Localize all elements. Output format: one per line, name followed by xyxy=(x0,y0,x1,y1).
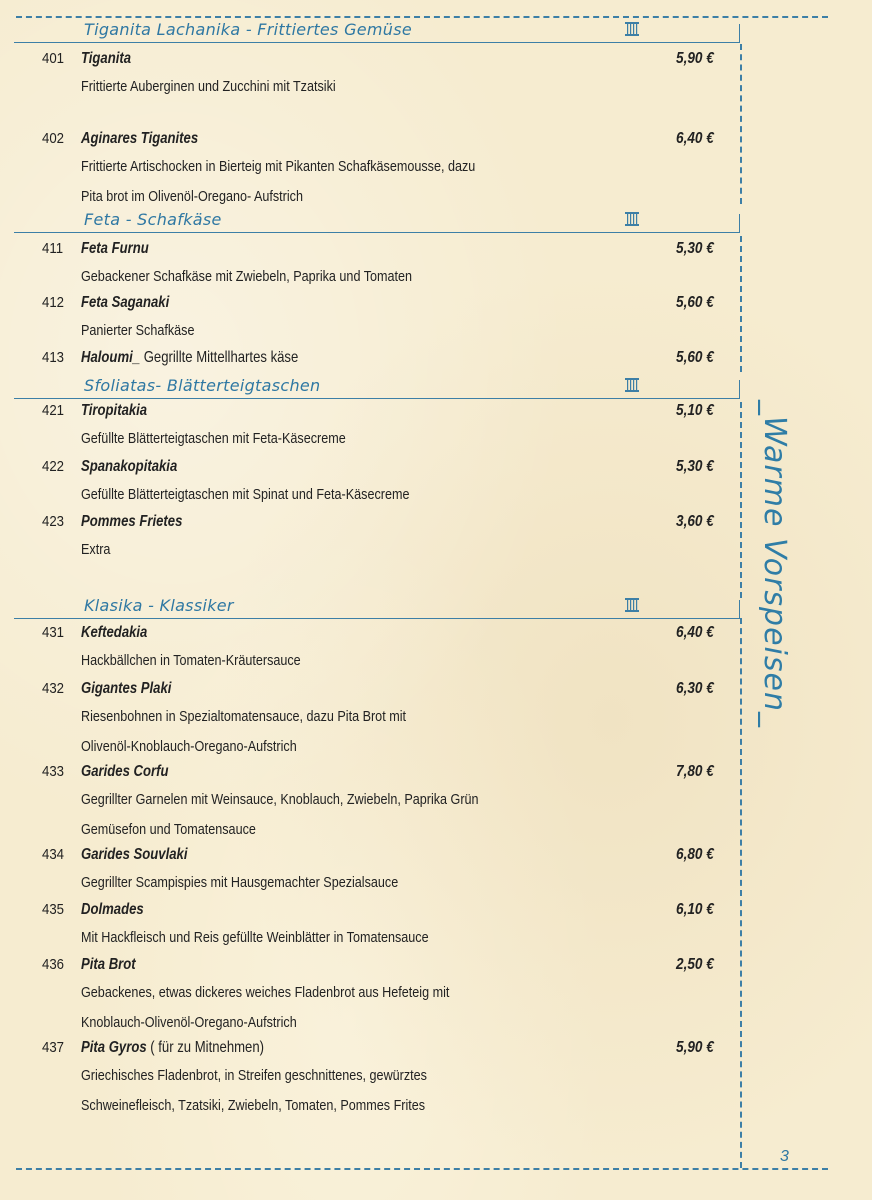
item-description: Hackbällchen in Tomaten-Kräutersauce xyxy=(81,652,301,669)
item-name-text: Spanakopitakia xyxy=(81,458,178,475)
item-name xyxy=(81,846,187,864)
item-price: 5,90 € xyxy=(676,1039,714,1056)
section-rule xyxy=(14,42,740,43)
item-name-text: Dolmades xyxy=(81,901,144,918)
item-number: 431 xyxy=(42,624,65,641)
item-name-text: Haloumi_ xyxy=(81,349,141,366)
item-number: 421 xyxy=(42,402,65,419)
section-title: Sfoliatas- Blätterteigtaschen xyxy=(84,376,321,395)
right-border-upper xyxy=(740,44,742,204)
item-name-text: Feta Saganaki xyxy=(81,294,170,311)
item-description: Gegrillter Garnelen mit Weinsauce, Knoblauch, Zwiebeln, Paprika Grün xyxy=(81,791,479,808)
item-description: Frittierte Auberginen und Zucchini mit Tzatsiki xyxy=(81,78,336,95)
item-price: 6,10 € xyxy=(676,901,714,918)
item-name xyxy=(81,458,177,476)
bottom-border xyxy=(16,1168,828,1170)
item-name xyxy=(81,50,131,68)
item-number: 412 xyxy=(42,294,65,311)
item-price: 6,80 € xyxy=(676,846,714,863)
greek-column-icon xyxy=(624,211,640,227)
item-price: 5,30 € xyxy=(676,458,714,475)
section-corner xyxy=(739,380,740,398)
section-rule xyxy=(14,618,740,619)
item-name xyxy=(81,513,182,531)
item-number: 423 xyxy=(42,513,65,530)
item-price: 5,90 € xyxy=(676,50,714,67)
section-title: Feta - Schafkäse xyxy=(84,210,222,229)
item-number: 402 xyxy=(42,130,65,147)
item-name-extra: Gegrillte Mittellhartes käse xyxy=(140,349,299,366)
item-name-text: Tiganita xyxy=(81,50,132,67)
item-description: Gefüllte Blätterteigtaschen mit Spinat und Feta-Käsecreme xyxy=(81,486,410,503)
side-title: _Warme Vorspeisen_ xyxy=(757,400,792,728)
item-name-text: Garides Souvlaki xyxy=(81,846,188,863)
item-description: Gemüsefon und Tomatensauce xyxy=(81,821,256,838)
section-corner xyxy=(739,600,740,618)
top-border xyxy=(16,16,828,18)
section-title: Klasika - Klassiker xyxy=(84,596,234,615)
item-price: 6,30 € xyxy=(676,680,714,697)
item-name xyxy=(81,680,171,698)
item-price: 3,60 € xyxy=(676,513,714,530)
section-rule xyxy=(14,398,740,399)
item-name xyxy=(81,402,147,420)
item-name-text: Pommes Frietes xyxy=(81,513,183,530)
item-description: Pita brot im Olivenöl-Oregano- Aufstrich xyxy=(81,188,303,205)
item-description: Gegrillter Scampispies mit Hausgemachter Spezialsauce xyxy=(81,874,399,891)
item-number: 437 xyxy=(42,1039,65,1056)
item-price: 7,80 € xyxy=(676,763,714,780)
item-name xyxy=(81,294,169,312)
item-name xyxy=(81,349,298,367)
item-name-text: Garides Corfu xyxy=(81,763,169,780)
section-header xyxy=(14,376,740,398)
item-name xyxy=(81,130,198,148)
item-name xyxy=(81,901,144,919)
item-name-text: Keftedakia xyxy=(81,624,148,641)
section-header xyxy=(14,596,740,618)
item-number: 422 xyxy=(42,458,65,475)
item-description: Frittierte Artischocken in Bierteig mit Pikanten Schafkäsemousse, dazu xyxy=(81,158,476,175)
item-number: 436 xyxy=(42,956,65,973)
item-description: Extra xyxy=(81,541,111,558)
item-number: 413 xyxy=(42,349,65,366)
item-price: 5,60 € xyxy=(676,349,714,366)
section-corner xyxy=(739,214,740,232)
item-description: Schweinefleisch, Tzatsiki, Zwiebeln, Tomaten, Pommes Frites xyxy=(81,1097,426,1114)
item-number: 432 xyxy=(42,680,65,697)
right-border-lower xyxy=(740,402,742,598)
item-description: Panierter Schafkäse xyxy=(81,322,195,339)
section-rule xyxy=(14,232,740,233)
item-description: Knoblauch-Olivenöl-Oregano-Aufstrich xyxy=(81,1014,297,1031)
section-title: Tiganita Lachanika - Frittiertes Gemüse xyxy=(84,20,413,39)
right-border-bottom xyxy=(740,618,742,1168)
item-description: Griechisches Fladenbrot, in Streifen geschnittenes, gewürztes xyxy=(81,1067,427,1084)
item-description: Gefüllte Blätterteigtaschen mit Feta-Käsecreme xyxy=(81,430,346,447)
item-name-text: Tiropitakia xyxy=(81,402,148,419)
item-name xyxy=(81,763,168,781)
item-number: 435 xyxy=(42,901,65,918)
item-name-text: Pita Gyros xyxy=(81,1039,147,1056)
item-price: 2,50 € xyxy=(676,956,714,973)
item-name xyxy=(81,624,147,642)
item-description: Gebackenes, etwas dickeres weiches Fladenbrot aus Hefeteig mit xyxy=(81,984,450,1001)
item-number: 401 xyxy=(42,50,65,67)
item-number: 411 xyxy=(42,240,64,257)
greek-column-icon xyxy=(624,597,640,613)
right-border-mid xyxy=(740,236,742,372)
item-description: Olivenöl-Knoblauch-Oregano-Aufstrich xyxy=(81,738,297,755)
item-name-text: Pita Brot xyxy=(81,956,136,973)
item-description: Riesenbohnen in Spezialtomatensauce, dazu Pita Brot mit xyxy=(81,708,407,725)
item-number: 433 xyxy=(42,763,65,780)
item-description: Mit Hackfleisch und Reis gefüllte Weinblätter in Tomatensauce xyxy=(81,929,429,946)
section-header xyxy=(14,210,740,232)
item-price: 6,40 € xyxy=(676,624,714,641)
item-name-text: Gigantes Plaki xyxy=(81,680,172,697)
item-name-text: Feta Furnu xyxy=(81,240,149,257)
item-description: Gebackener Schafkäse mit Zwiebeln, Paprika und Tomaten xyxy=(81,268,413,285)
item-name xyxy=(81,956,136,974)
item-name xyxy=(81,240,149,258)
item-number: 434 xyxy=(42,846,65,863)
item-price: 5,60 € xyxy=(676,294,714,311)
section-corner xyxy=(739,24,740,42)
item-name xyxy=(81,1039,264,1057)
section-header xyxy=(14,20,740,42)
greek-column-icon xyxy=(624,21,640,37)
item-price: 6,40 € xyxy=(676,130,714,147)
greek-column-icon xyxy=(624,377,640,393)
item-name-extra: ( für zu Mitnehmen) xyxy=(146,1039,265,1056)
item-price: 5,10 € xyxy=(676,402,714,419)
item-name-text: Aginares Tiganites xyxy=(81,130,199,147)
page-number: 3 xyxy=(780,1148,789,1165)
item-price: 5,30 € xyxy=(676,240,714,257)
